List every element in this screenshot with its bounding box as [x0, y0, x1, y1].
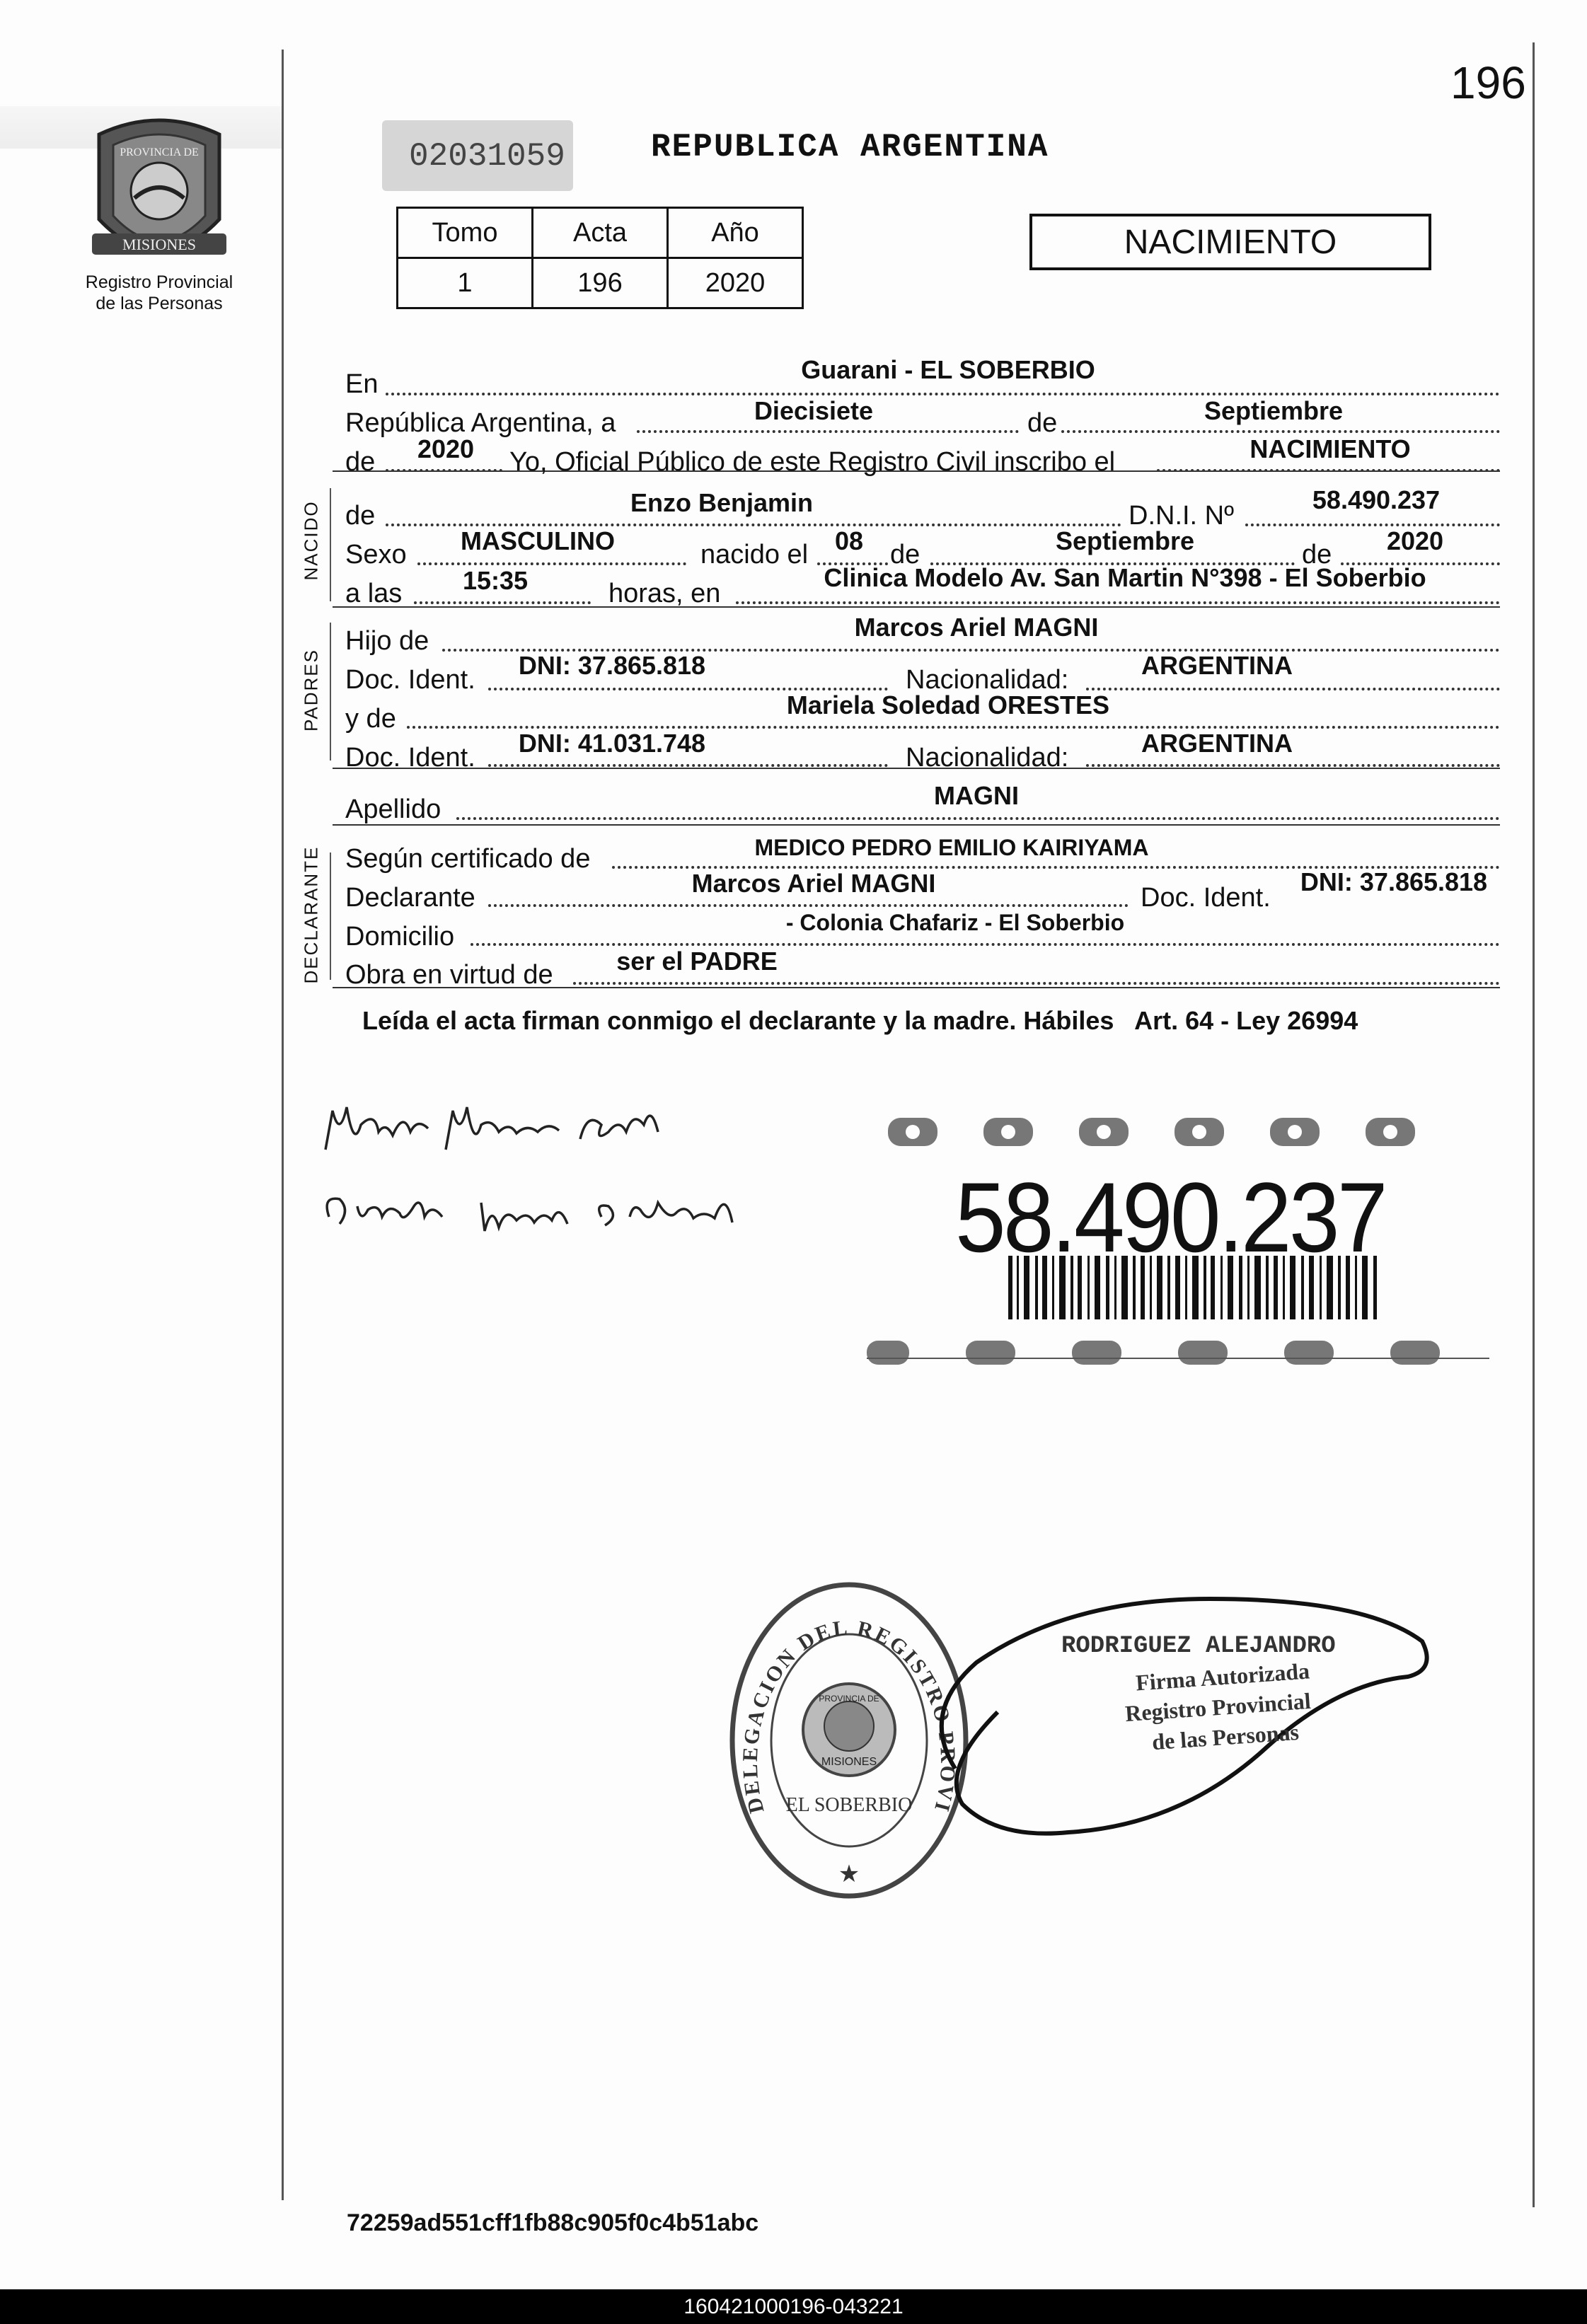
value-mes: Septiembre	[1204, 396, 1344, 425]
value-declarante-doc: DNI: 37.865.818	[1300, 867, 1488, 896]
label-a-las: a las	[345, 579, 403, 608]
bracket-nacido	[330, 488, 331, 601]
dots-anio	[386, 469, 502, 472]
value-dni: 58.490.237	[1312, 485, 1441, 514]
label-republica: República Argentina, a	[345, 408, 616, 438]
label-y-de: y de	[345, 704, 396, 734]
value-apellido: MAGNI	[934, 781, 1019, 810]
value-madre-nac: ARGENTINA	[1141, 729, 1293, 758]
page-number: 196	[1450, 57, 1526, 108]
label-domicilio: Domicilio	[345, 922, 455, 952]
value-anio-nac: 2020	[1386, 526, 1444, 555]
province-logo	[85, 113, 233, 276]
footer-bar	[0, 2289, 1587, 2324]
label-yo-oficial: Yo, Oficial Público de este Registro Civil inscribo el	[509, 447, 1116, 477]
official-registry-2: de las Personas	[1150, 1718, 1300, 1755]
official-name: RODRIGUEZ ALEJANDRO	[1061, 1633, 1336, 1660]
label-segun-certificado: Según certificado de	[345, 844, 591, 874]
value-padre: Marcos Ariel MAGNI	[854, 613, 1099, 642]
svg-text:PROVINCIA DE: PROVINCIA DE	[819, 1694, 879, 1704]
dots-declarante	[488, 904, 1129, 907]
bracket-padres	[330, 623, 331, 761]
value-lugar-nac: Clinica Modelo Av. San Martin N°398 - El Soberbio	[824, 563, 1426, 592]
signature-mother	[318, 1174, 800, 1245]
svg-text:★: ★	[838, 1861, 860, 1887]
rule-apellido-end	[333, 824, 1500, 826]
value-domicilio: - Colonia Chafariz - El Soberbio	[785, 910, 1125, 935]
dots-padre-nac	[1086, 688, 1500, 690]
dots-lugar-nac	[736, 601, 1500, 604]
side-label-nacido: NACIDO	[300, 500, 322, 581]
value-padre-doc: DNI: 37.865.818	[518, 651, 706, 680]
signature-father	[311, 1082, 771, 1167]
label-en: En	[345, 369, 379, 399]
table-value-acta: 196	[533, 258, 668, 308]
sticker-number: 58.490.237	[955, 1162, 1385, 1273]
table-value-tomo: 1	[398, 258, 533, 308]
svg-text:MISIONES: MISIONES	[821, 1756, 877, 1768]
dots-obra	[573, 982, 1500, 985]
official-authorized: Firma Autorizada	[1135, 1658, 1311, 1696]
table-header-acta: Acta	[533, 208, 668, 258]
value-anio: 2020	[417, 434, 475, 463]
dots-en	[386, 393, 1500, 395]
closing-text: Leída el acta firman conmigo el declarante y la madre. Hábiles Art. 64 - Ley 26994	[362, 1006, 1358, 1035]
logo-caption-1: Registro Provincial	[85, 272, 233, 292]
label-doc-ident-1: Doc. Ident.	[345, 665, 475, 695]
label-de-year: de	[345, 447, 376, 477]
bracket-declarante	[330, 852, 331, 980]
label-de-month: de	[890, 540, 921, 570]
dots-dia	[637, 430, 1019, 433]
value-declarante: Marcos Ariel MAGNI	[691, 869, 936, 898]
value-hora: 15:35	[462, 566, 529, 595]
table-header-tomo: Tomo	[398, 208, 533, 258]
table-value-anio: 2020	[668, 258, 803, 308]
label-doc-ident-2: Doc. Ident.	[345, 743, 475, 773]
value-mes-nac: Septiembre	[1055, 526, 1195, 555]
document-hash: 72259ad551cff1fb88c905f0c4b51abc	[347, 2209, 759, 2236]
rule-nacido-end	[333, 606, 1500, 608]
logo-caption-2: de las Personas	[96, 294, 223, 313]
value-nombre: Enzo Benjamin	[630, 488, 814, 517]
dots-madre-nac	[1086, 764, 1500, 767]
right-margin-line	[1533, 42, 1535, 2207]
label-nacido-el: nacido el	[700, 540, 809, 570]
value-lugar: Guarani - EL SOBERBIO	[801, 355, 1095, 384]
svg-text:MISIONES: MISIONES	[122, 236, 196, 253]
dots-hora	[414, 601, 591, 604]
side-label-padres: PADRES	[300, 649, 322, 732]
dots-mes	[1061, 430, 1500, 433]
label-sexo: Sexo	[345, 540, 407, 570]
label-hijo-de: Hijo de	[345, 626, 429, 656]
label-de-mid: de	[1027, 408, 1058, 438]
registry-table	[396, 207, 804, 309]
value-obra: ser el PADRE	[616, 947, 778, 976]
value-acto: NACIMIENTO	[1250, 434, 1411, 463]
dots-madre-doc	[488, 764, 888, 767]
label-doc-ident-3: Doc. Ident.	[1141, 883, 1271, 913]
value-certificado: MEDICO PEDRO EMILIO KAIRIYAMA	[754, 835, 1149, 860]
dots-apellido	[456, 817, 1500, 820]
table-header-anio: Año	[668, 208, 803, 258]
label-dni: D.N.I. Nº	[1129, 501, 1234, 531]
dots-sexo	[417, 562, 686, 565]
label-de-year2: de	[1302, 540, 1332, 570]
footer-code: 160421000196-043221	[683, 2294, 904, 2318]
label-horas-en: horas, en	[608, 579, 721, 608]
label-nacionalidad-2: Nacionalidad:	[906, 743, 1069, 773]
svg-text:EL SOBERBIO: EL SOBERBIO	[785, 1794, 913, 1816]
value-padre-nac: ARGENTINA	[1141, 651, 1293, 680]
official-registry-1: Registro Provincial	[1124, 1687, 1312, 1727]
record-type-box: NACIMIENTO	[1029, 214, 1431, 270]
value-madre: Mariela Soledad ORESTES	[786, 690, 1110, 719]
side-label-declarante: DECLARANTE	[300, 845, 322, 984]
value-dia-nac: 08	[834, 526, 864, 555]
value-dia-letras: Diecisiete	[754, 396, 874, 425]
document-title: REPUBLICA ARGENTINA	[651, 129, 1049, 166]
left-margin-line	[282, 50, 284, 2200]
label-apellido: Apellido	[345, 794, 442, 824]
label-obra-en-virtud: Obra en virtud de	[345, 960, 553, 990]
label-declarante: Declarante	[345, 883, 475, 913]
dots-domicilio	[471, 943, 1500, 946]
dots-acto	[1157, 469, 1500, 472]
serial-number: 02031059	[409, 138, 565, 175]
svg-text:DELEGACION DEL REGISTRO PROVIN: DELEGACION DEL REGISTRO PROVI	[738, 1616, 960, 1816]
svg-text:PROVINCIA DE: PROVINCIA DE	[120, 146, 199, 158]
label-nacionalidad-1: Nacionalidad:	[906, 665, 1069, 695]
value-sexo: MASCULINO	[461, 526, 615, 555]
value-madre-doc: DNI: 41.031.748	[518, 729, 706, 758]
label-de-name: de	[345, 501, 376, 531]
